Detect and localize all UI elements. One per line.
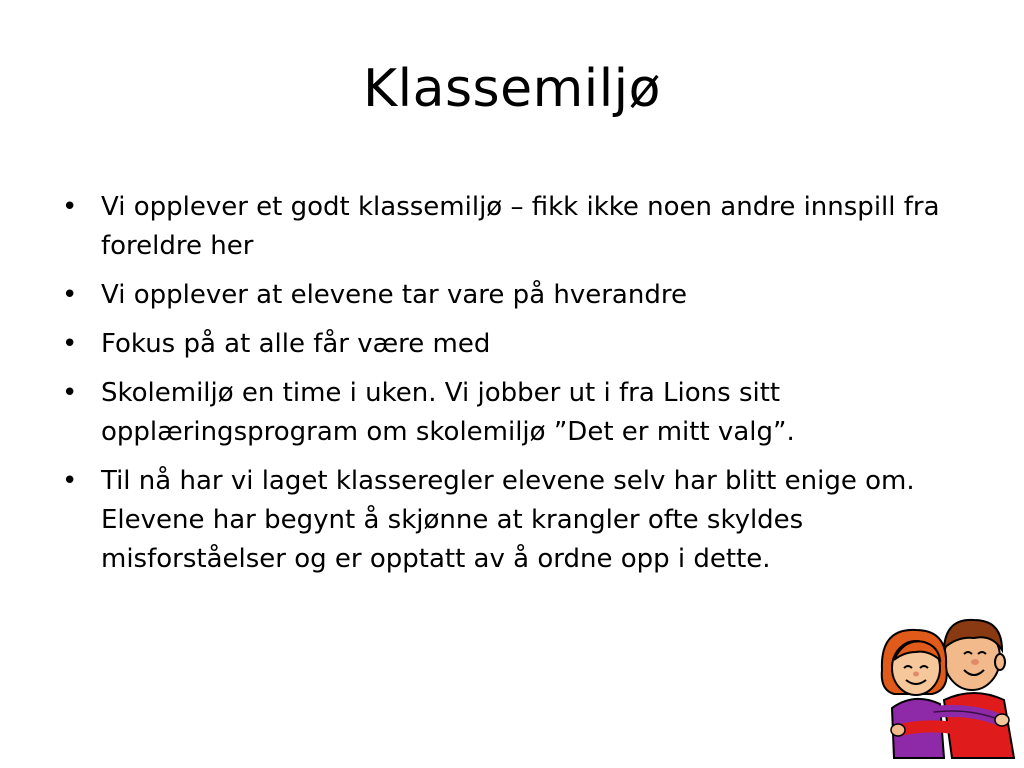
bullet-item bbox=[62, 188, 972, 266]
bullet-text: Til nå har vi laget klasseregler elevene selv har blitt enige om. Elevene har begynt å skjønne at krangler ofte skyldes misforståelser og er opptatt av å ordne opp i dette. bbox=[101, 466, 915, 574]
bullet-mark: • bbox=[62, 280, 78, 310]
bullet-mark: • bbox=[62, 192, 78, 222]
bullet-text: Skolemiljø en time i uken. Vi jobber ut i fra Lions sitt opplæringsprogram om skolemiljø ”Det er mitt valg”. bbox=[101, 378, 795, 447]
bullet-text: Vi opplever at elevene tar vare på hverandre bbox=[101, 280, 687, 310]
bullet-mark: • bbox=[62, 466, 78, 496]
bullet-mark: • bbox=[62, 329, 78, 359]
bullet-mark: • bbox=[62, 378, 78, 408]
bullet-item bbox=[62, 462, 972, 579]
slide-title: Klassemiljø bbox=[363, 59, 661, 119]
bullet-item bbox=[62, 374, 972, 452]
bullet-item bbox=[62, 325, 972, 364]
bullet-item bbox=[62, 276, 972, 315]
bullet-list bbox=[62, 188, 972, 589]
bullet-text: Fokus på at alle får være med bbox=[101, 329, 491, 359]
bullet-text: Vi opplever et godt klassemiljø – fikk ikke noen andre innspill fra foreldre her bbox=[101, 192, 940, 261]
hugging-kids-icon bbox=[874, 608, 1020, 764]
